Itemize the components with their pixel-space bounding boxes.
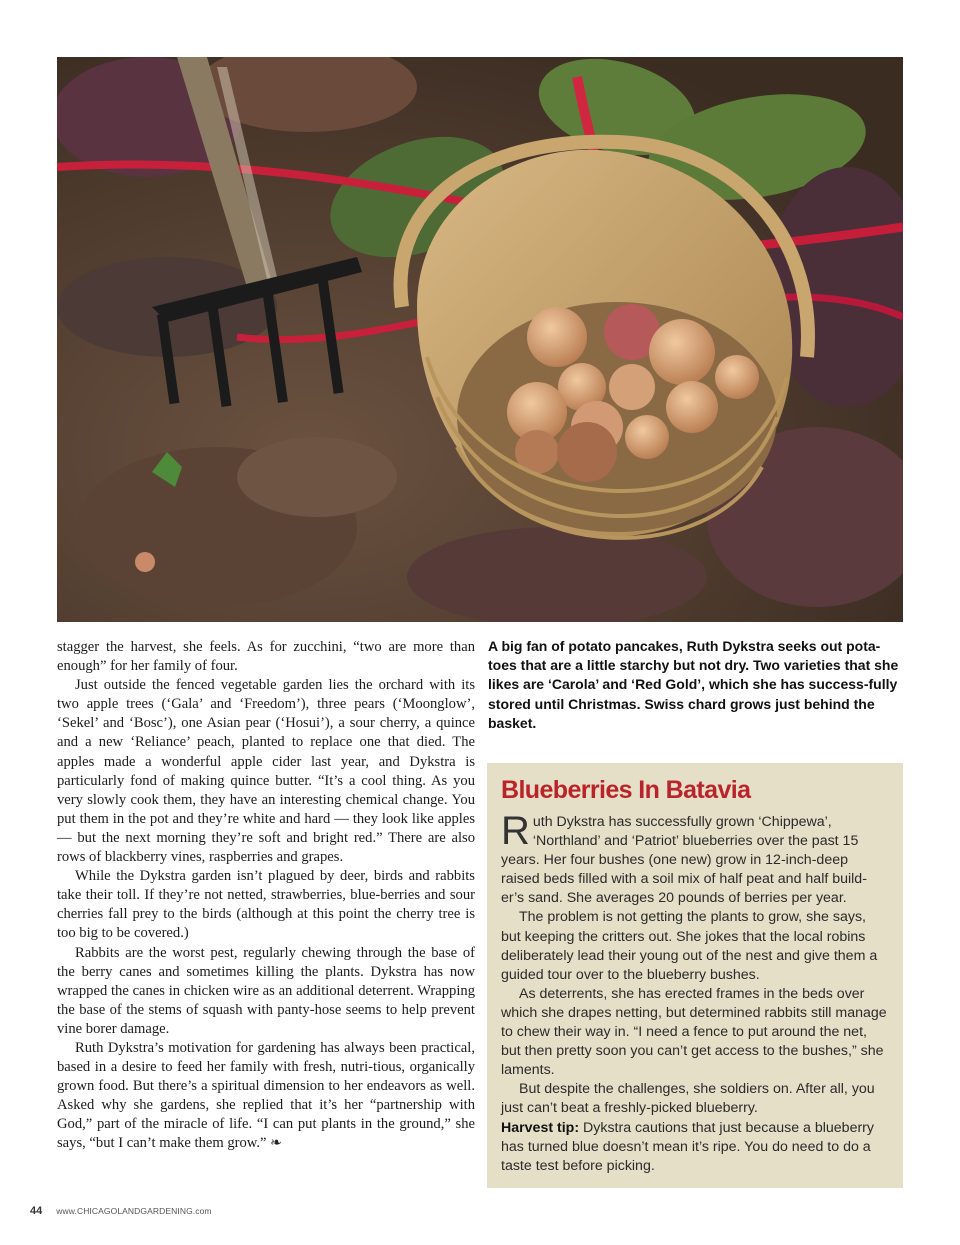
article-paragraph: Just outside the fenced vegetable garden lies the orchard with its two apple trees (‘Gala’ and ‘Freedom’), three pears (‘Moonglow’, ‘Sekel’ and ‘Bosc’), one Asian pear (‘Hosui’), a sour cherry, a quince and a new ‘Reliance’ peach, planted to replace one that died. The apples made a wonderful apple cider last year, and Dykstra is particularly fond of making quince butter. “It’s a cool thing. As you very slowly cook them, they have an interesting chemical change. You put them in the pot and they’re white and hard — they look like apples — but the next morning they’re soft and bright red.” There are also rows of blackberry vines, raspberries and grapes.	[57, 677, 475, 866]
website-url: www.CHICAGOLANDGARDENING.com	[56, 1206, 212, 1216]
page-footer	[30, 1205, 212, 1221]
photo-caption: A big fan of potato pancakes, Ruth Dykstra seeks out pota-toes that are a little starchy but not dry. Two varieties that she likes are ‘Carola’ and ‘Red Gold’, which she has success-fully stored until Christmas. Swiss chard grows just behind the basket.	[488, 638, 899, 731]
article-paragraph: stagger the harvest, she feels. As for zucchini, “two are more than enough” for her family of four.	[57, 639, 475, 675]
sidebar-body	[501, 809, 889, 1176]
drop-cap: R	[501, 809, 530, 853]
harvest-tip	[501, 1119, 889, 1176]
end-mark-icon: ❧	[270, 1136, 282, 1152]
garden-harvest-photo	[57, 57, 903, 622]
article-paragraph-last	[57, 1039, 475, 1154]
article-paragraph-text: Ruth Dykstra’s motivation for gardening has always been practical, based in a desire to feed her family with fresh, nutri-tious, organically grown food. But there’s a spiritual dimension to her endeavors as well. Asked why she gardens, she replied that it’s her “partnership with God,” part of the miracle of life. “I can put plants in the ground,” she says, “but I can’t make them grow.”	[57, 1039, 475, 1152]
sidebar-title: Blueberries In Batavia	[501, 776, 751, 804]
sidebar-paragraph: But despite the challenges, she soldiers on. After all, you just can’t beat a freshly-picked blueberry.	[501, 1081, 875, 1117]
sidebar-box	[487, 763, 903, 1188]
harvest-tip-label: Harvest tip:	[501, 1119, 580, 1136]
page-number: 44	[30, 1205, 43, 1217]
sidebar-paragraph: As deterrents, she has erected frames in the beds over which she drapes netting, but determined rabbits still manage to chew their way in. “I need a fence to put around the net, but then pretty soon you can’t get access to the bushes,” she laments.	[501, 985, 887, 1079]
article-paragraph: Rabbits are the worst pest, regularly chewing through the base of the berry canes and sometimes killing the plants. Dykstra has now wrapped the canes in chicken wire as an additional deterrent. Wrapping the base of the stems of squash with panty-hose seems to help prevent vine borer damage.	[57, 944, 475, 1037]
article-paragraph: While the Dykstra garden isn’t plagued by deer, birds and rabbits take their toll. If they’re not netted, strawberries, blue-berries and sour cherries fall prey to the birds (although at this point the cherry tree is too big to be covered.)	[57, 868, 475, 942]
potato-basket-illustration	[57, 57, 903, 622]
sidebar-paragraph: The problem is not getting the plants to grow, she says, but keeping the critters out. She jokes that the local robins deliberately lead their young out of the nest and give them a guided tour over to the blueberry bushes.	[501, 909, 878, 983]
article-body	[57, 638, 475, 1154]
sidebar-first-paragraph	[501, 809, 889, 908]
sidebar-first-text: uth Dykstra has successfully grown ‘Chippewa’, ‘Northland’ and ‘Patriot’ blueberries over the past 15 years. Her four bushes (one new) grow in 12-inch-deep raised beds filled with a soil mix of half peat and half build-er’s sand. She averages 20 pounds of berries per year.	[501, 814, 867, 907]
harvest-tip-text: Dykstra cautions that just because a blueberry has turned blue doesn’t mean it’s ripe. You do need to do a taste test before picking.	[501, 1119, 875, 1174]
